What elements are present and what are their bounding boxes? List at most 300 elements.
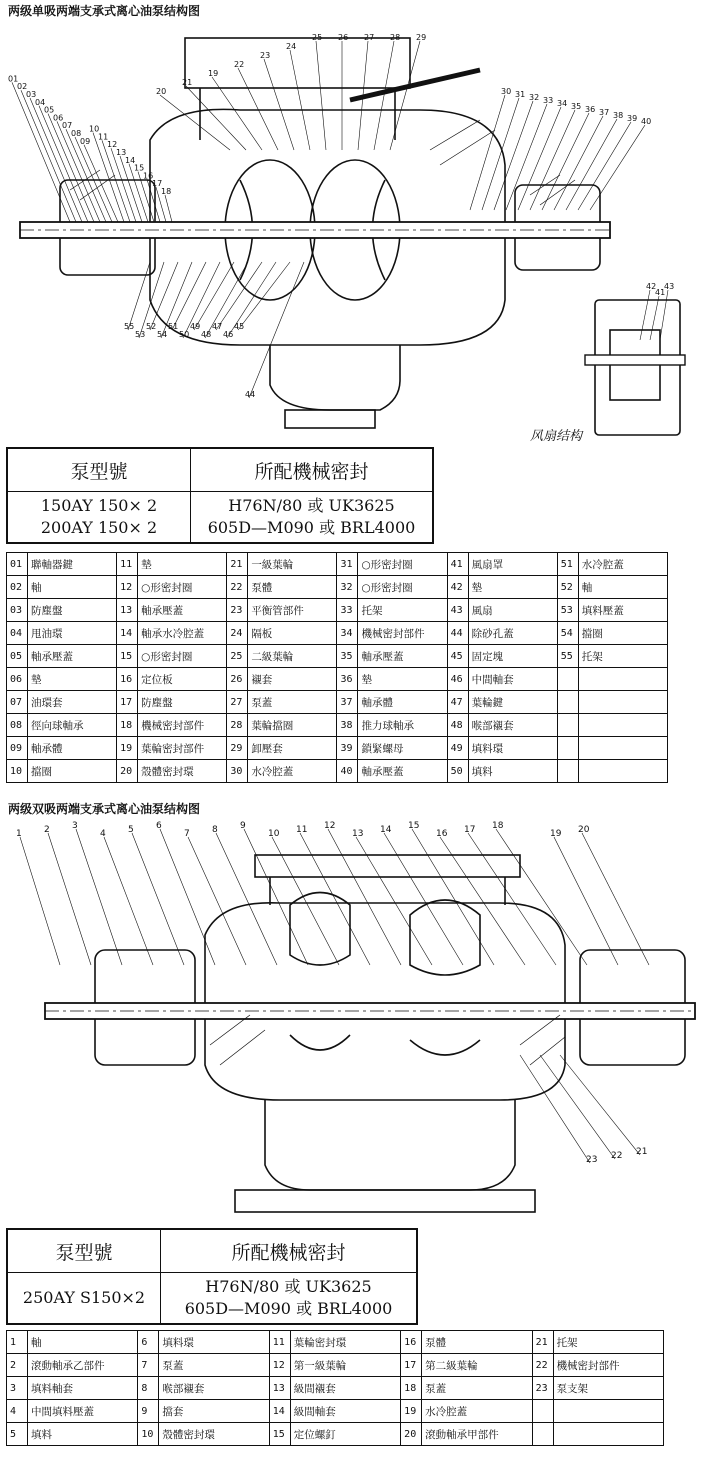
leader-line (356, 837, 432, 965)
part-name (578, 737, 667, 760)
callout-label: 8 (212, 825, 218, 835)
part-name: 填料環 (468, 737, 557, 760)
part-number: 04 (7, 622, 28, 645)
part-number: 51 (557, 553, 578, 576)
part-number: 09 (7, 737, 28, 760)
part-name: 泵體 (248, 576, 337, 599)
part-number: 44 (447, 622, 468, 645)
callout-label: 53 (135, 330, 146, 339)
model-value: 150AY 150× 2 (40, 496, 158, 515)
part-number: 16 (401, 1331, 422, 1354)
leader-line (238, 68, 278, 150)
part-name: 填料 (468, 760, 557, 783)
part-number: 08 (7, 714, 28, 737)
part-number: 11 (117, 553, 138, 576)
callout-label: 46 (223, 330, 234, 339)
part-number (532, 1400, 553, 1423)
model-header: 泵型號 (7, 1229, 161, 1273)
callout-label: 31 (515, 90, 526, 99)
callout-label: 45 (234, 322, 245, 331)
part-name: 機械密封部件 (138, 714, 227, 737)
part-number: 02 (7, 576, 28, 599)
part-name: 泵支架 (553, 1377, 663, 1400)
callout-label: 41 (655, 288, 666, 297)
leader-line (300, 833, 370, 965)
part-number: 34 (337, 622, 358, 645)
part-number: 50 (447, 760, 468, 783)
part-name (578, 760, 667, 783)
part-number (557, 668, 578, 691)
leader-line (530, 110, 575, 210)
part-name: 水冷腔蓋 (248, 760, 337, 783)
part-number: 43 (447, 599, 468, 622)
leader-line (186, 86, 246, 150)
single-suction-pump-drawing (0, 0, 710, 445)
pump-casing-2 (205, 903, 565, 1100)
part-number: 11 (269, 1331, 290, 1354)
parts-row (7, 645, 668, 668)
part-name: 葉輪擋圈 (248, 714, 337, 737)
part-name: 級間襯套 (290, 1377, 400, 1400)
leader-line (150, 262, 178, 330)
leader-line (554, 837, 618, 965)
model-values (7, 492, 191, 544)
part-number: 13 (269, 1377, 290, 1400)
part-name: 泵蓋 (248, 691, 337, 714)
part-name: 中間填料壓蓋 (28, 1400, 138, 1423)
part-name: 喉部襯套 (159, 1377, 269, 1400)
pump-base (235, 1190, 535, 1212)
model-value: 200AY 150× 2 (40, 518, 158, 537)
part-number: 30 (227, 760, 248, 783)
parts-row (7, 1377, 664, 1400)
callout-label: 13 (352, 829, 364, 839)
callout-label: 02 (17, 82, 28, 92)
callout-label: 14 (125, 155, 136, 165)
callout-label: 1 (16, 829, 22, 839)
callout-label: 03 (26, 90, 37, 99)
part-name: ○形密封圈 (358, 553, 447, 576)
part-number: 18 (117, 714, 138, 737)
callout-label: 10 (268, 829, 280, 839)
part-number: 42 (447, 576, 468, 599)
callout-label: 54 (157, 330, 168, 339)
callout-label: 09 (80, 136, 91, 146)
callout-label: 33 (543, 96, 554, 105)
part-number (557, 760, 578, 783)
part-name (553, 1423, 663, 1446)
part-number: 6 (138, 1331, 159, 1354)
parts-row (7, 760, 668, 783)
fan-structure-caption: 风扇结构 (530, 429, 583, 444)
callout-label: 18 (492, 821, 504, 831)
callout-label: 29 (416, 33, 427, 42)
seal-value: 605D—M090 或 BRL4000 (207, 518, 416, 537)
part-name: 軸承體 (358, 691, 447, 714)
callout-label: 44 (245, 390, 256, 399)
callout-label: 35 (571, 102, 582, 111)
part-name (553, 1400, 663, 1423)
part-number: 28 (227, 714, 248, 737)
part-number: 24 (227, 622, 248, 645)
callout-label: 9 (240, 821, 246, 831)
part-number: 9 (138, 1400, 159, 1423)
part-number: 23 (532, 1377, 553, 1400)
part-number: 10 (138, 1423, 159, 1446)
parts-row (7, 576, 668, 599)
part-name: 墊 (28, 668, 117, 691)
leader-line (272, 837, 339, 965)
callout-label: 49 (190, 322, 201, 331)
part-number: 27 (227, 691, 248, 714)
part-number: 45 (447, 645, 468, 668)
leader-line (520, 1055, 590, 1163)
section2-title: 两级双吸两端支承式离心油泵结构图 (8, 802, 201, 816)
part-name: 擋圈 (578, 622, 667, 645)
callout-label: 06 (53, 113, 64, 123)
callout-label: 3 (72, 821, 78, 831)
model-header: 泵型號 (7, 448, 191, 492)
seal-value: 605D—M090 或 BRL4000 (184, 1299, 393, 1318)
callout-label: 30 (501, 87, 512, 96)
leader-line (554, 116, 603, 210)
callout-label: 42 (646, 282, 657, 291)
part-name: 殼體密封環 (138, 760, 227, 783)
leader-line (160, 829, 215, 965)
seal-values (161, 1273, 418, 1325)
parts-row (7, 1331, 664, 1354)
parts-row (7, 714, 668, 737)
discharge-flange-2 (255, 855, 520, 877)
part-number: 20 (401, 1423, 422, 1446)
part-number: 2 (7, 1354, 28, 1377)
part-name: 填料軸套 (28, 1377, 138, 1400)
part-name: 托架 (578, 645, 667, 668)
part-number: 37 (337, 691, 358, 714)
callout-label: 52 (146, 322, 157, 331)
part-number: 22 (227, 576, 248, 599)
callout-label: 01 (8, 74, 19, 84)
part-number: 40 (337, 760, 358, 783)
leader-line (160, 95, 230, 150)
part-name: 托架 (358, 599, 447, 622)
part-name: 機械密封部件 (358, 622, 447, 645)
leader-line (216, 833, 277, 965)
pump-foot (285, 410, 375, 428)
part-number: 8 (138, 1377, 159, 1400)
callout-label: 20 (578, 825, 590, 835)
part-number: 4 (7, 1400, 28, 1423)
part-name: 泵體 (422, 1331, 532, 1354)
callout-label: 21 (182, 78, 193, 87)
parts-list-2 (6, 1330, 664, 1446)
leader-line (496, 829, 587, 965)
callout-label: 17 (464, 825, 476, 835)
part-name: 二級葉輪 (248, 645, 337, 668)
part-name: 擋圈 (28, 760, 117, 783)
part-number: 12 (269, 1354, 290, 1377)
callout-label: 15 (408, 821, 420, 831)
callout-label: 25 (312, 33, 323, 42)
parts-row (7, 553, 668, 576)
part-number: 48 (447, 714, 468, 737)
part-name: 定位螺釘 (290, 1423, 400, 1446)
part-number (557, 691, 578, 714)
part-number: 26 (227, 668, 248, 691)
callout-label: 36 (585, 105, 596, 114)
leader-line (316, 41, 326, 150)
part-name: 軸承壓蓋 (358, 760, 447, 783)
callout-label: 28 (390, 33, 401, 42)
callout-label: 6 (156, 821, 162, 831)
part-number: 3 (7, 1377, 28, 1400)
leader-line (128, 262, 150, 330)
part-number: 07 (7, 691, 28, 714)
part-number: 16 (117, 668, 138, 691)
part-name (578, 668, 667, 691)
part-name: 軸 (578, 576, 667, 599)
callout-label: 18 (161, 187, 172, 196)
model-value: 250AY S150×2 (7, 1273, 161, 1325)
callout-label: 21 (636, 1147, 648, 1157)
part-name: 軸承壓蓋 (138, 599, 227, 622)
leader-line (76, 829, 122, 965)
part-number: 14 (269, 1400, 290, 1423)
part-name: 機械密封部件 (553, 1354, 663, 1377)
part-number (557, 737, 578, 760)
part-number: 36 (337, 668, 358, 691)
callout-label: 37 (599, 108, 610, 117)
leader-line (566, 119, 617, 210)
callout-label: 05 (44, 105, 55, 115)
part-number: 01 (7, 553, 28, 576)
part-number: 05 (7, 645, 28, 668)
leader-line (290, 50, 310, 150)
part-name: 軸 (28, 576, 117, 599)
part-name: 填料 (28, 1423, 138, 1446)
callout-label: 38 (613, 111, 624, 120)
leader-line (194, 262, 234, 330)
part-number: 31 (337, 553, 358, 576)
part-number: 55 (557, 645, 578, 668)
callout-label: 50 (179, 330, 190, 339)
leader-line (249, 262, 304, 398)
part-name: 防塵盤 (28, 599, 117, 622)
part-name: 葉輪密封環 (290, 1331, 400, 1354)
seal-value: H76N/80 或 UK3625 (205, 1277, 372, 1296)
part-number: 39 (337, 737, 358, 760)
discharge-flange (185, 38, 410, 88)
part-number: 32 (337, 576, 358, 599)
part-number: 29 (227, 737, 248, 760)
part-number: 54 (557, 622, 578, 645)
part-name: 墊 (358, 668, 447, 691)
part-number (557, 714, 578, 737)
part-name (578, 714, 667, 737)
section1-title: 两级单吸两端支承式离心油泵结构图 (8, 4, 201, 18)
part-name: 軸承壓蓋 (358, 645, 447, 668)
part-name: 填料環 (159, 1331, 269, 1354)
seal-value: H76N/80 或 UK3625 (228, 496, 395, 515)
part-name: 定位板 (138, 668, 227, 691)
callout-label: 17 (152, 179, 163, 189)
part-name: 擋套 (159, 1400, 269, 1423)
balance-pipe (350, 70, 480, 100)
parts-row (7, 1354, 664, 1377)
callout-label: 7 (184, 829, 190, 839)
parts-row (7, 1400, 664, 1423)
part-name: 泵蓋 (422, 1377, 532, 1400)
part-number: 53 (557, 599, 578, 622)
leader-line (104, 837, 153, 965)
callout-label: 26 (338, 33, 349, 42)
part-number: 23 (227, 599, 248, 622)
leader-line (264, 59, 294, 150)
part-number: 25 (227, 645, 248, 668)
part-name: 殼體密封環 (159, 1423, 269, 1446)
part-number: 21 (532, 1331, 553, 1354)
leader-line (384, 833, 463, 965)
callout-label: 55 (124, 322, 135, 331)
part-number: 12 (117, 576, 138, 599)
part-name: 防塵盤 (138, 691, 227, 714)
parts-row (7, 622, 668, 645)
leader-line (582, 833, 649, 965)
part-number: 38 (337, 714, 358, 737)
part-name: 滾動軸承乙部件 (28, 1354, 138, 1377)
part-name: 葉輪鍵 (468, 691, 557, 714)
part-name: 固定塊 (468, 645, 557, 668)
part-number: 19 (117, 737, 138, 760)
part-name: 水冷腔蓋 (422, 1400, 532, 1423)
callout-label: 40 (641, 117, 652, 126)
second-stage-impeller (410, 900, 480, 975)
leader-line (412, 829, 494, 965)
callout-label: 39 (627, 114, 638, 123)
part-number: 22 (532, 1354, 553, 1377)
leader-line (132, 833, 184, 965)
leader-line (590, 125, 645, 210)
callout-label: 51 (168, 322, 179, 331)
callout-label: 27 (364, 33, 375, 42)
part-name: 軸 (28, 1331, 138, 1354)
leader-line (482, 98, 519, 210)
callout-label: 2 (44, 825, 50, 835)
callout-label: 32 (529, 93, 540, 102)
callout-label: 23 (586, 1155, 598, 1165)
callout-label: 47 (212, 322, 223, 331)
leader-line (244, 829, 308, 965)
part-number: 35 (337, 645, 358, 668)
parts-list-1 (6, 552, 668, 783)
part-number: 5 (7, 1423, 28, 1446)
leader-line (650, 296, 659, 340)
part-name: 一級葉輪 (248, 553, 337, 576)
callout-label: 12 (324, 821, 336, 831)
seal-header: 所配機械密封 (161, 1229, 418, 1273)
leader-line (542, 113, 589, 210)
part-number: 14 (117, 622, 138, 645)
part-number: 06 (7, 668, 28, 691)
fan-detail (595, 300, 680, 435)
part-number: 15 (269, 1423, 290, 1446)
seal-values (191, 492, 434, 544)
callout-label: 15 (134, 163, 145, 173)
part-number: 21 (227, 553, 248, 576)
callout-label: 14 (380, 825, 392, 835)
part-name: 除砂孔蓋 (468, 622, 557, 645)
part-name: 推力球軸承 (358, 714, 447, 737)
callout-label: 13 (116, 148, 127, 157)
model-table-2 (6, 1228, 418, 1325)
leader-line (560, 1055, 640, 1155)
callout-label: 5 (128, 825, 134, 835)
part-name: 水冷腔蓋 (578, 553, 667, 576)
callout-label: 48 (201, 330, 212, 339)
part-number: 47 (447, 691, 468, 714)
part-number: 17 (117, 691, 138, 714)
seal-header: 所配機械密封 (191, 448, 434, 492)
callout-label: 19 (208, 69, 219, 78)
part-number: 15 (117, 645, 138, 668)
part-number: 17 (401, 1354, 422, 1377)
callout-label: 10 (89, 124, 100, 134)
part-name: 葉輪密封部件 (138, 737, 227, 760)
callout-label: 24 (286, 42, 297, 51)
part-name: 襯套 (248, 668, 337, 691)
part-name: 平衡管部件 (248, 599, 337, 622)
part-name (578, 691, 667, 714)
double-suction-pump-drawing (0, 815, 710, 1225)
part-name: ○形密封圈 (358, 576, 447, 599)
callout-label: 43 (664, 282, 675, 291)
callout-label: 11 (98, 132, 109, 142)
part-name: 卸壓套 (248, 737, 337, 760)
callout-label: 20 (156, 87, 167, 96)
leader-line (238, 262, 290, 330)
part-number (532, 1423, 553, 1446)
leader-line (48, 833, 91, 965)
parts-row (7, 599, 668, 622)
part-name: 聯軸器鍵 (28, 553, 117, 576)
callout-label: 22 (611, 1151, 623, 1161)
part-number: 33 (337, 599, 358, 622)
leader-line (20, 837, 60, 965)
part-number: 41 (447, 553, 468, 576)
part-number: 03 (7, 599, 28, 622)
part-name: 級間軸套 (290, 1400, 400, 1423)
part-name: 風扇 (468, 599, 557, 622)
callout-label: 19 (550, 829, 562, 839)
part-number: 1 (7, 1331, 28, 1354)
part-name: 軸承水冷腔蓋 (138, 622, 227, 645)
part-name: 墊 (138, 553, 227, 576)
parts-row (7, 1423, 664, 1446)
callout-label: 4 (100, 829, 106, 839)
callout-label: 04 (35, 97, 46, 107)
part-number: 10 (7, 760, 28, 783)
part-name: 油環套 (28, 691, 117, 714)
part-name: 喉部襯套 (468, 714, 557, 737)
part-number: 52 (557, 576, 578, 599)
callout-label: 23 (260, 51, 271, 60)
part-name: 鎖緊螺母 (358, 737, 447, 760)
pump-pedestal (265, 1100, 515, 1190)
leader-line (172, 262, 206, 330)
parts-row (7, 691, 668, 714)
model-table-1 (6, 447, 434, 544)
part-name: 第二級葉輪 (422, 1354, 532, 1377)
